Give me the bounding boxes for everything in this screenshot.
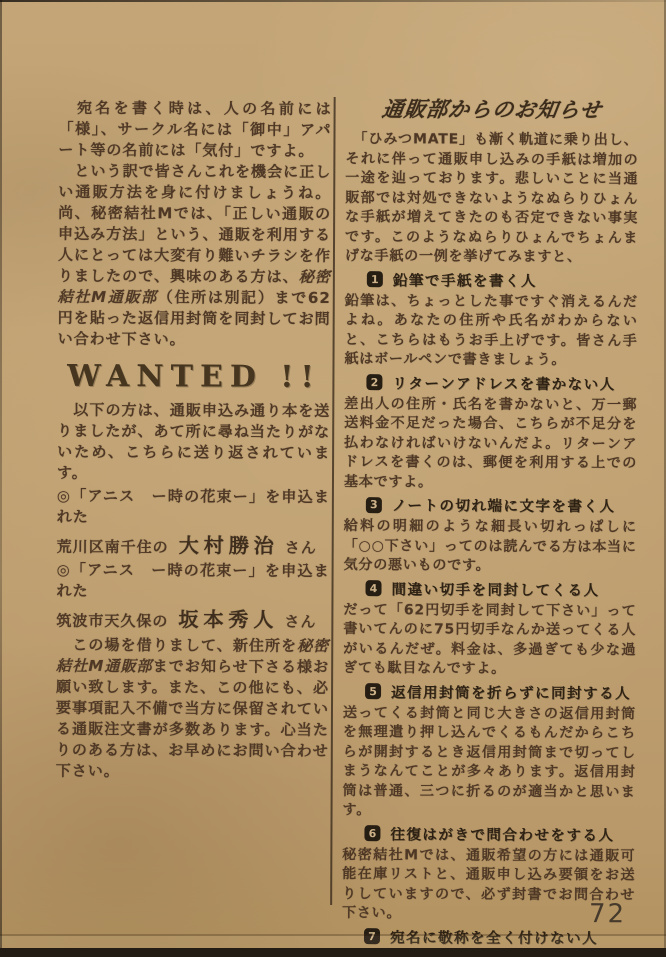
returned-mail-intro-paragraph: 以下の方は、通販申込み通り本を送りましたが、あて所に尋ね当たりがないため、こちらに送り返されています。: [56, 400, 331, 482]
section-title: 通販部からのお知らせ: [380, 96, 604, 123]
org-name-emphasis: 秘密結社M通販部: [57, 267, 331, 307]
paragraph-text: （住所は別記）まで62円を貼った返信用封筒を同封してお問い合わせ下さい。: [57, 288, 331, 349]
list-item-title: リターンアドレスを書かない人: [392, 375, 616, 393]
returned-mail-entry: [57, 486, 330, 559]
entry-person-name: 大村勝治: [178, 533, 279, 558]
list-item-body: 秘密結社Mでは、通販希望の方には通販可能在庫リストと、通販申し込み要領をお送りしていますので、必ず封書でお問合わせ下さい。: [342, 846, 636, 922]
list-item-body: 差出人の住所・氏名を書かないと、万一郵送料金不足だった場合、こちらが不足分を払わなければいけないんだよ。リターンアドレスを書くのは、郵便を利用する上での基本ですよ。: [343, 395, 638, 490]
paragraph-text: この場を借りまして、新住所を: [56, 635, 298, 655]
entry-location: 荒川区南千住の: [56, 537, 169, 557]
list-item: [343, 681, 637, 822]
item-number-badge: 2: [366, 374, 382, 390]
org-name-emphasis: 秘密結社M通販部: [56, 636, 330, 676]
item-number-badge: 7: [364, 928, 380, 944]
entry-order-line: ◎「アニス ー時の花束ー」を申込まれた: [56, 560, 330, 600]
entry-person-line: [57, 529, 330, 559]
list-item-body: 給料の明細のような細長い切れっぱしに「○○下さい」ってのは読んでる方は本当に気分の悪いものです。: [343, 518, 637, 574]
scan-edge-left: [0, 0, 2, 957]
list-item-body: 鉛筆は、ちょっとした事ですぐ消えるんだよね。あなたの住所や氏名がわからないと、こちらはもうお手上げです。皆さん手紙はボールペンで書きましょう。: [344, 292, 638, 369]
entry-location: 筑波市天久保の: [56, 611, 169, 631]
addressing-etiquette-paragraph: 宛名を書く時は、人の名前には「様」、サークル名には「御中」アパート等の名前には「気付」ですよ。: [58, 98, 332, 160]
list-item: [344, 269, 637, 371]
item-number-badge: 6: [364, 825, 380, 841]
item-number-badge: 4: [365, 580, 381, 596]
list-item-title: 鉛筆で手紙を書く人: [392, 272, 537, 290]
list-item-header: [343, 578, 636, 600]
entry-order-line: ◎「アニス ー時の花束ー」を申込まれた: [56, 486, 330, 526]
mail-order-dept-intro: 「ひみつMATE」も漸く軌道に乗り出し、それに伴って通販申し込みの手紙は増加の一途を辿っております。悲しいことに当通販部では対処できないようなぬらりひょんな手紙が増えてきたのも否定できない事実です。このようなぬらりひょんでちょんまげな手紙の一例を挙げてみますと、: [344, 131, 639, 266]
list-item: [344, 494, 637, 577]
list-item-header: [343, 681, 636, 703]
paragraph-text: という訳で皆さんこれを機会に正しい通販方法を身に付けましょうね。尚、秘密結社Mでは、「正しい通販の申込み方法」という、通販を利用する人にとっては大変有り難いチラシを作りましたので、興味のある方は、: [57, 161, 332, 286]
list-item-header: [342, 823, 635, 845]
paper-edge-band: [0, 936, 666, 948]
list-item-title: 間違い切手を同封してくる人: [391, 581, 600, 599]
mail-order-flyer-paragraph: [58, 161, 332, 351]
list-item-title: 返信用封筒を折らずに同封する人: [391, 684, 632, 702]
list-item-title: 往復はがきで問合わせをする人: [390, 826, 615, 844]
right-column: [342, 93, 639, 950]
left-column: [56, 98, 332, 783]
page-number: 72: [588, 899, 627, 930]
entry-honorific: さん: [284, 538, 317, 557]
list-item-body: 送ってくる封筒と同じ大きさの返信用封筒を無理遣り押し込んでくるもんだからこちらが開封するとき返信用封筒まで切ってしまうなんてことが多々あります。返信用封筒は普通、三つに折るのが適当かと思います。: [342, 704, 637, 819]
paragraph-text: までお知らせ下さる様お願い致します。また、この他にも、必要事項記入不備で当方に保留されている通販注文書が多数あります。心当たりのある方は、お早めにお問い合わせ下さい。: [55, 657, 330, 781]
item-number-badge: 1: [367, 271, 383, 287]
item-number-badge: 5: [365, 683, 381, 699]
wanted-heading: WANTED !!: [67, 358, 321, 395]
scan-edge-bottom: [0, 948, 666, 957]
entry-person-name: 坂本秀人: [178, 607, 279, 632]
returned-mail-entry: [56, 560, 329, 633]
list-item-title: ノートの切れ端に文字を書く人: [391, 498, 616, 516]
list-item-header: [344, 494, 637, 516]
list-item: [343, 578, 636, 680]
item-number-badge: 3: [366, 497, 382, 513]
list-item-body: だって「62円切手を同封して下さい」って書いてんのに75円切手なんか送ってくる人がいるんだぜ。料金は、多過ぎても少な過ぎても駄目なんですよ。: [343, 601, 637, 677]
list-item-title: 宛名に敬称を全く付けない人: [389, 929, 599, 947]
closing-request-paragraph: [56, 635, 330, 783]
scan-edge-top: [0, 0, 666, 2]
list-item: [344, 372, 638, 494]
entry-honorific: さん: [284, 612, 317, 631]
list-item-header: [345, 269, 638, 291]
list-item-header: [344, 372, 637, 394]
entry-person-line: [56, 603, 329, 633]
